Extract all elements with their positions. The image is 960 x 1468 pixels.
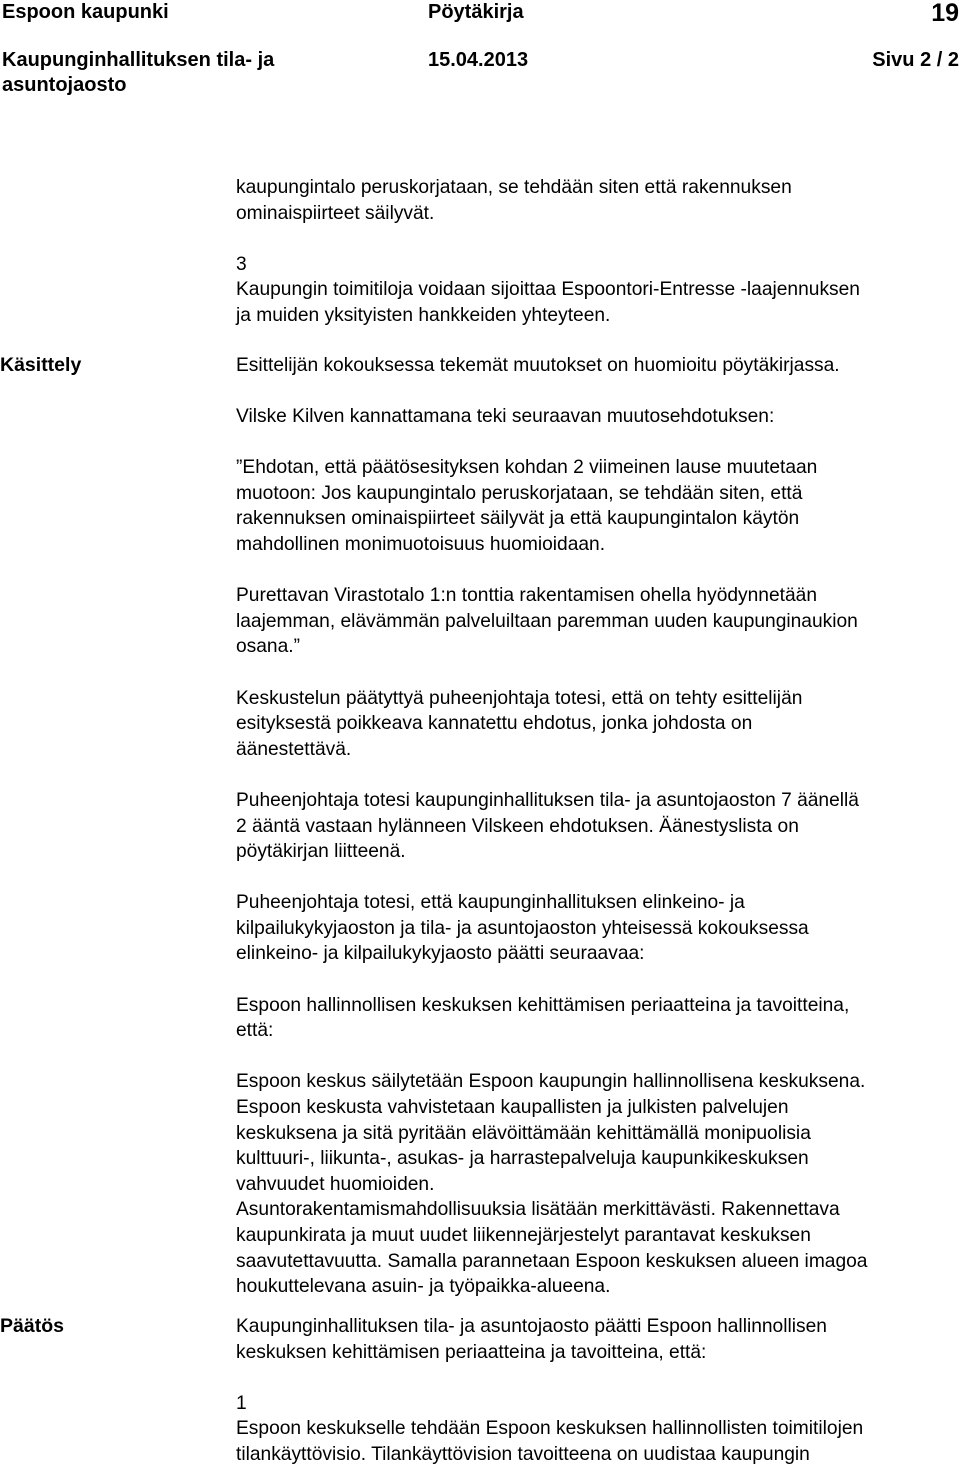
kasittely-text: Esittelijän kokouksessa tekemät muutokset on huomioitu pöytäkirjassa.	[236, 355, 840, 376]
item3-line: Kaupungin toimitiloja voidaan sijoittaa Espoontori-Entresse -laajennuksen	[236, 279, 860, 301]
puheenjohtaja-line: Puheenjohtaja totesi kaupunginhallituksen tila- ja asuntojaoston 7 äänellä	[236, 789, 859, 811]
vilske-line: Vilske Kilven kannattamana teki seuraavan muutosehdotuksen:	[236, 406, 775, 427]
keskus-line: kulttuuri-, liikunta-, asukas- ja harrastepalveluja kaupunkikeskuksen	[236, 1148, 809, 1170]
keskus-line: Espoon keskus säilytetään Espoon kaupungin hallinnollisena keskuksena.	[236, 1071, 866, 1093]
paatos-line: Kaupunginhallituksen tila- ja asuntojaosto päätti Espoon hallinnollisen	[236, 1316, 827, 1337]
purettavan-line: laajemman, elävämmän palveluiltaan paremman uuden kaupunginaukion	[236, 610, 858, 632]
page-indicator: Sivu 2 / 2	[872, 49, 959, 71]
ehdotan-line: rakennuksen ominaispiirteet säilyvät ja että kaupungintalon käytön	[236, 508, 800, 530]
item-number: 1	[236, 1392, 247, 1414]
item1-line: tilankäyttövisio. Tilankäyttövision tavoitteena on uudistaa kaupungin	[236, 1443, 810, 1465]
item-number: 3	[236, 253, 247, 275]
paatos-line: keskuksen kehittämisen periaatteina ja tavoitteina, että:	[236, 1341, 707, 1363]
item1-line: Espoon keskukselle tehdään Espoon keskuksen hallinnollisten toimitilojen	[236, 1418, 864, 1440]
puheenjohtaja-line: 2 ääntä vastaan hylänneen Vilskeen ehdotuksen. Äänestyslista on	[236, 815, 799, 837]
ehdotan-line: mahdollinen monimuotoisuus huomioidaan.	[236, 533, 606, 555]
purettavan-line: osana.”	[236, 636, 300, 658]
periaatteina-line: että:	[236, 1020, 274, 1042]
keskus-line: houkuttelevana asuin- ja työpaikka-alueena.	[236, 1276, 611, 1298]
keskustelun-line: äänestettävä.	[236, 738, 352, 760]
keskus-line: Asuntorakentamismahdollisuuksia lisätään merkittävästi. Rakennettava	[236, 1199, 840, 1221]
body-block-paatos	[236, 1314, 960, 1468]
intro-line: ominaispiirteet säilyvät.	[236, 202, 435, 224]
paatos-label: Päätös	[0, 1315, 64, 1337]
body-block-intro	[236, 175, 960, 329]
body-block-main	[236, 404, 960, 1300]
keskus-line: kaupunkirata ja muut uudet liikennejärjestelyt parantavat keskuksen	[236, 1225, 811, 1246]
periaatteina-line: Espoon hallinnollisen keskuksen kehittämisen periaatteina ja tavoitteina,	[236, 994, 850, 1016]
keskus-line: Espoon keskusta vahvistetaan kaupallisten ja julkisten palvelujen	[236, 1097, 789, 1119]
ehdotan-line: muotoon: Jos kaupungintalo peruskorjataan, se tehdään siten, että	[236, 482, 803, 504]
ehdotan-line: ”Ehdotan, että päätösesityksen kohdan 2 viimeinen lause muutetaan	[236, 457, 818, 479]
puheenjohtaja2-line: Puheenjohtaja totesi, että kaupunginhallituksen elinkeino- ja	[236, 892, 745, 914]
item3-line: ja muiden yksityisten hankkeiden yhteyteen.	[236, 304, 611, 326]
issuing-body-line1: Kaupunginhallituksen tila- ja	[2, 49, 275, 71]
org-name: Espoon kaupunki	[2, 1, 169, 23]
keskus-line: vahvuudet huomioiden.	[236, 1173, 435, 1195]
keskus-line: keskuksena ja sitä pyritään elävöittämään kehittämällä monipuolisia	[236, 1122, 811, 1144]
puheenjohtaja-line: pöytäkirjan liitteenä.	[236, 841, 406, 863]
puheenjohtaja2-line: elinkeino- ja kilpailukykyjaosto päätti seuraavaa:	[236, 943, 645, 965]
purettavan-line: Purettavan Virastotalo 1:n tonttia rakentamisen ohella hyödynnetään	[236, 585, 817, 607]
section-number: 19	[931, 0, 959, 27]
keskustelun-line: esityksestä poikkeava kannatettu ehdotus, jonka johdosta on	[236, 713, 753, 735]
keskustelun-line: Keskustelun päätyttyä puheenjohtaja totesi, että on tehty esittelijän	[236, 687, 803, 709]
body-block-kasittely	[236, 353, 960, 379]
keskus-line: saavutettavuutta. Samalla parannetaan Espoon keskuksen alueen imagoa	[236, 1250, 868, 1272]
intro-line: kaupungintalo peruskorjataan, se tehdään siten että rakennuksen	[236, 177, 792, 198]
meeting-date: 15.04.2013	[428, 49, 529, 71]
document-type: Pöytäkirja	[428, 1, 524, 23]
puheenjohtaja2-line: kilpailukykyjaoston ja tila- ja asuntojaoston yhteisessä kokouksessa	[236, 917, 809, 939]
issuing-body-line2: asuntojaosto	[2, 74, 127, 96]
kasittely-label: Käsittely	[0, 354, 82, 376]
